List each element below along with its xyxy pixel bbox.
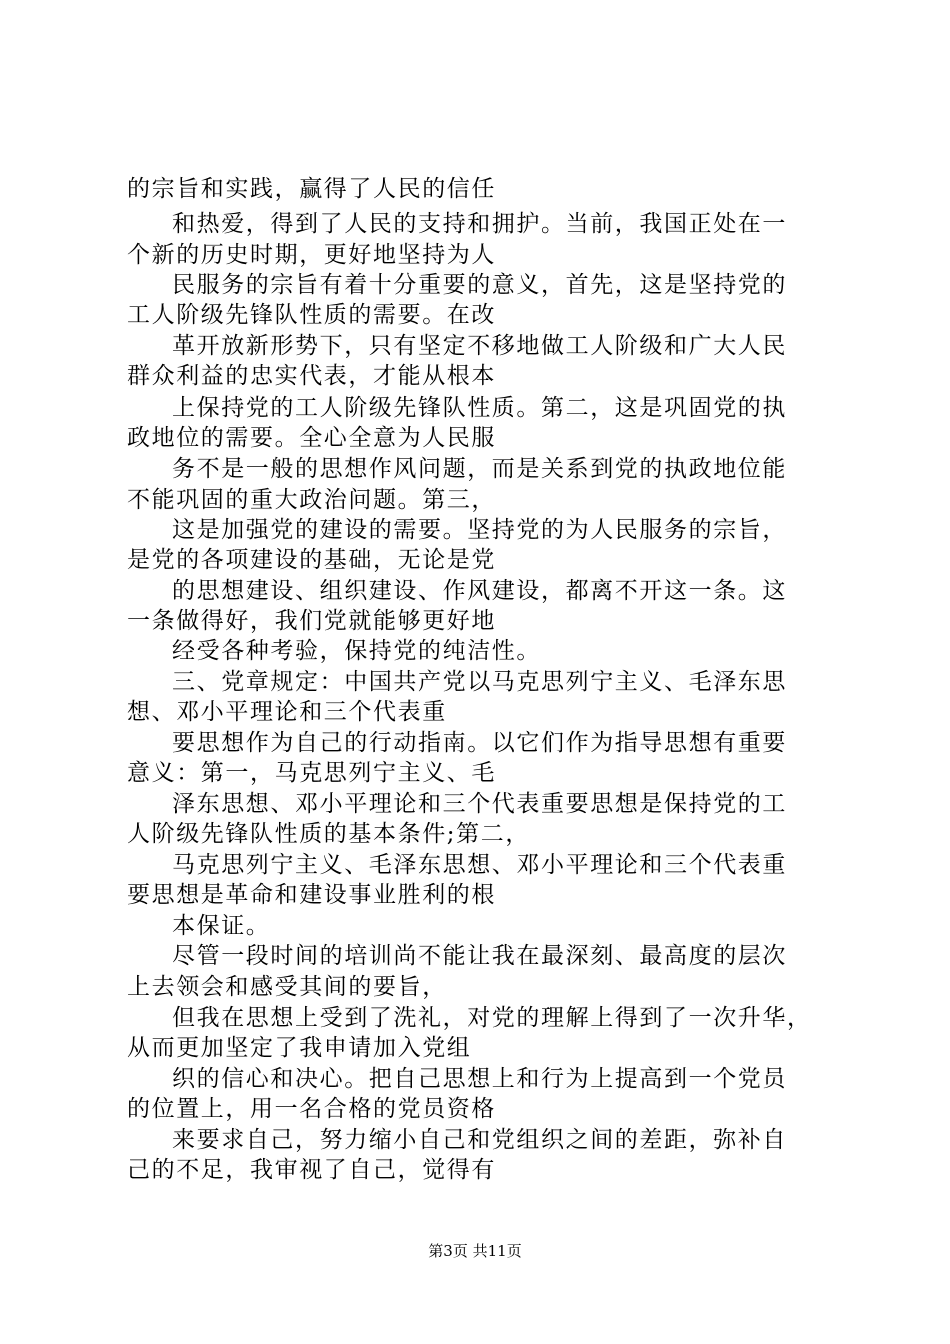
text-line: 经受各种考验，保持党的纯洁性。 — [172, 638, 541, 664]
text-line: 政地位的需要。全心全意为人民服 — [127, 425, 496, 451]
text-line: 上去领会和感受其间的要旨， — [127, 974, 447, 1000]
text-line: 想、邓小平理论和三个代表重 — [127, 699, 447, 725]
text-line: 意义：第一，马克思列宁主义、毛 — [127, 760, 496, 786]
text-line: 工人阶级先锋队性质的需要。在改 — [127, 302, 496, 328]
text-line: 马克思列宁主义、毛泽东思想、邓小平理论和三个代表重 — [172, 852, 787, 878]
text-line: 织的信心和决心。把自己思想上和行为上提高到一个党员 — [172, 1066, 787, 1092]
text-line: 泽东思想、邓小平理论和三个代表重要思想是保持党的工 — [172, 791, 787, 817]
text-line: 民服务的宗旨有着十分重要的意义，首先，这是坚持党的 — [172, 272, 787, 298]
text-line: 不能巩固的重大政治问题。第三， — [127, 487, 496, 513]
text-line: 的位置上，用一名合格的党员资格 — [127, 1096, 496, 1122]
text-line: 来要求自己，努力缩小自己和党组织之间的差距，弥补自 — [172, 1127, 787, 1153]
text-line: 要思想作为自己的行动指南。以它们作为指导思想有重要 — [172, 730, 787, 756]
text-line: 但我在思想上受到了洗礼，对党的理解上得到了一次升华， — [172, 1005, 812, 1031]
text-line: 的宗旨和实践，赢得了人民的信任 — [127, 176, 496, 202]
text-line: 革开放新形势下，只有坚定不移地做工人阶级和广大人民 — [172, 333, 787, 359]
text-line: 上保持党的工人阶级先锋队性质。第二，这是巩固党的执 — [172, 395, 787, 421]
page-number-footer: 第3页 共11页 — [428, 1242, 522, 1260]
text-line: 一条做得好，我们党就能够更好地 — [127, 608, 496, 634]
text-line: 本保证。 — [172, 913, 271, 939]
text-line: 的思想建设、组织建设、作风建设，都离不开这一条。这 — [172, 578, 787, 604]
text-line: 从而更加坚定了我申请加入党组 — [127, 1035, 472, 1061]
text-line: 己的不足，我审视了自己，觉得有 — [127, 1157, 496, 1183]
text-line: 人阶级先锋队性质的基本条件;第二， — [127, 821, 530, 847]
text-line: 是党的各项建设的基础，无论是党 — [127, 547, 496, 573]
text-line: 和热爱，得到了人民的支持和拥护。当前，我国正处在一 — [172, 211, 787, 237]
text-line: 这是加强党的建设的需要。坚持党的为人民服务的宗旨， — [172, 517, 787, 543]
text-line: 三、党章规定：中国共产党以马克思列宁主义、毛泽东思 — [172, 669, 787, 695]
text-line: 个新的历史时期，更好地坚持为人 — [127, 242, 496, 268]
text-line: 尽管一段时间的培训尚不能让我在最深刻、最高度的层次 — [172, 943, 787, 969]
text-line: 要思想是革命和建设事业胜利的根 — [127, 882, 496, 908]
text-line: 务不是一般的思想作风问题，而是关系到党的执政地位能 — [172, 456, 787, 482]
text-line: 群众利益的忠实代表，才能从根本 — [127, 363, 496, 389]
